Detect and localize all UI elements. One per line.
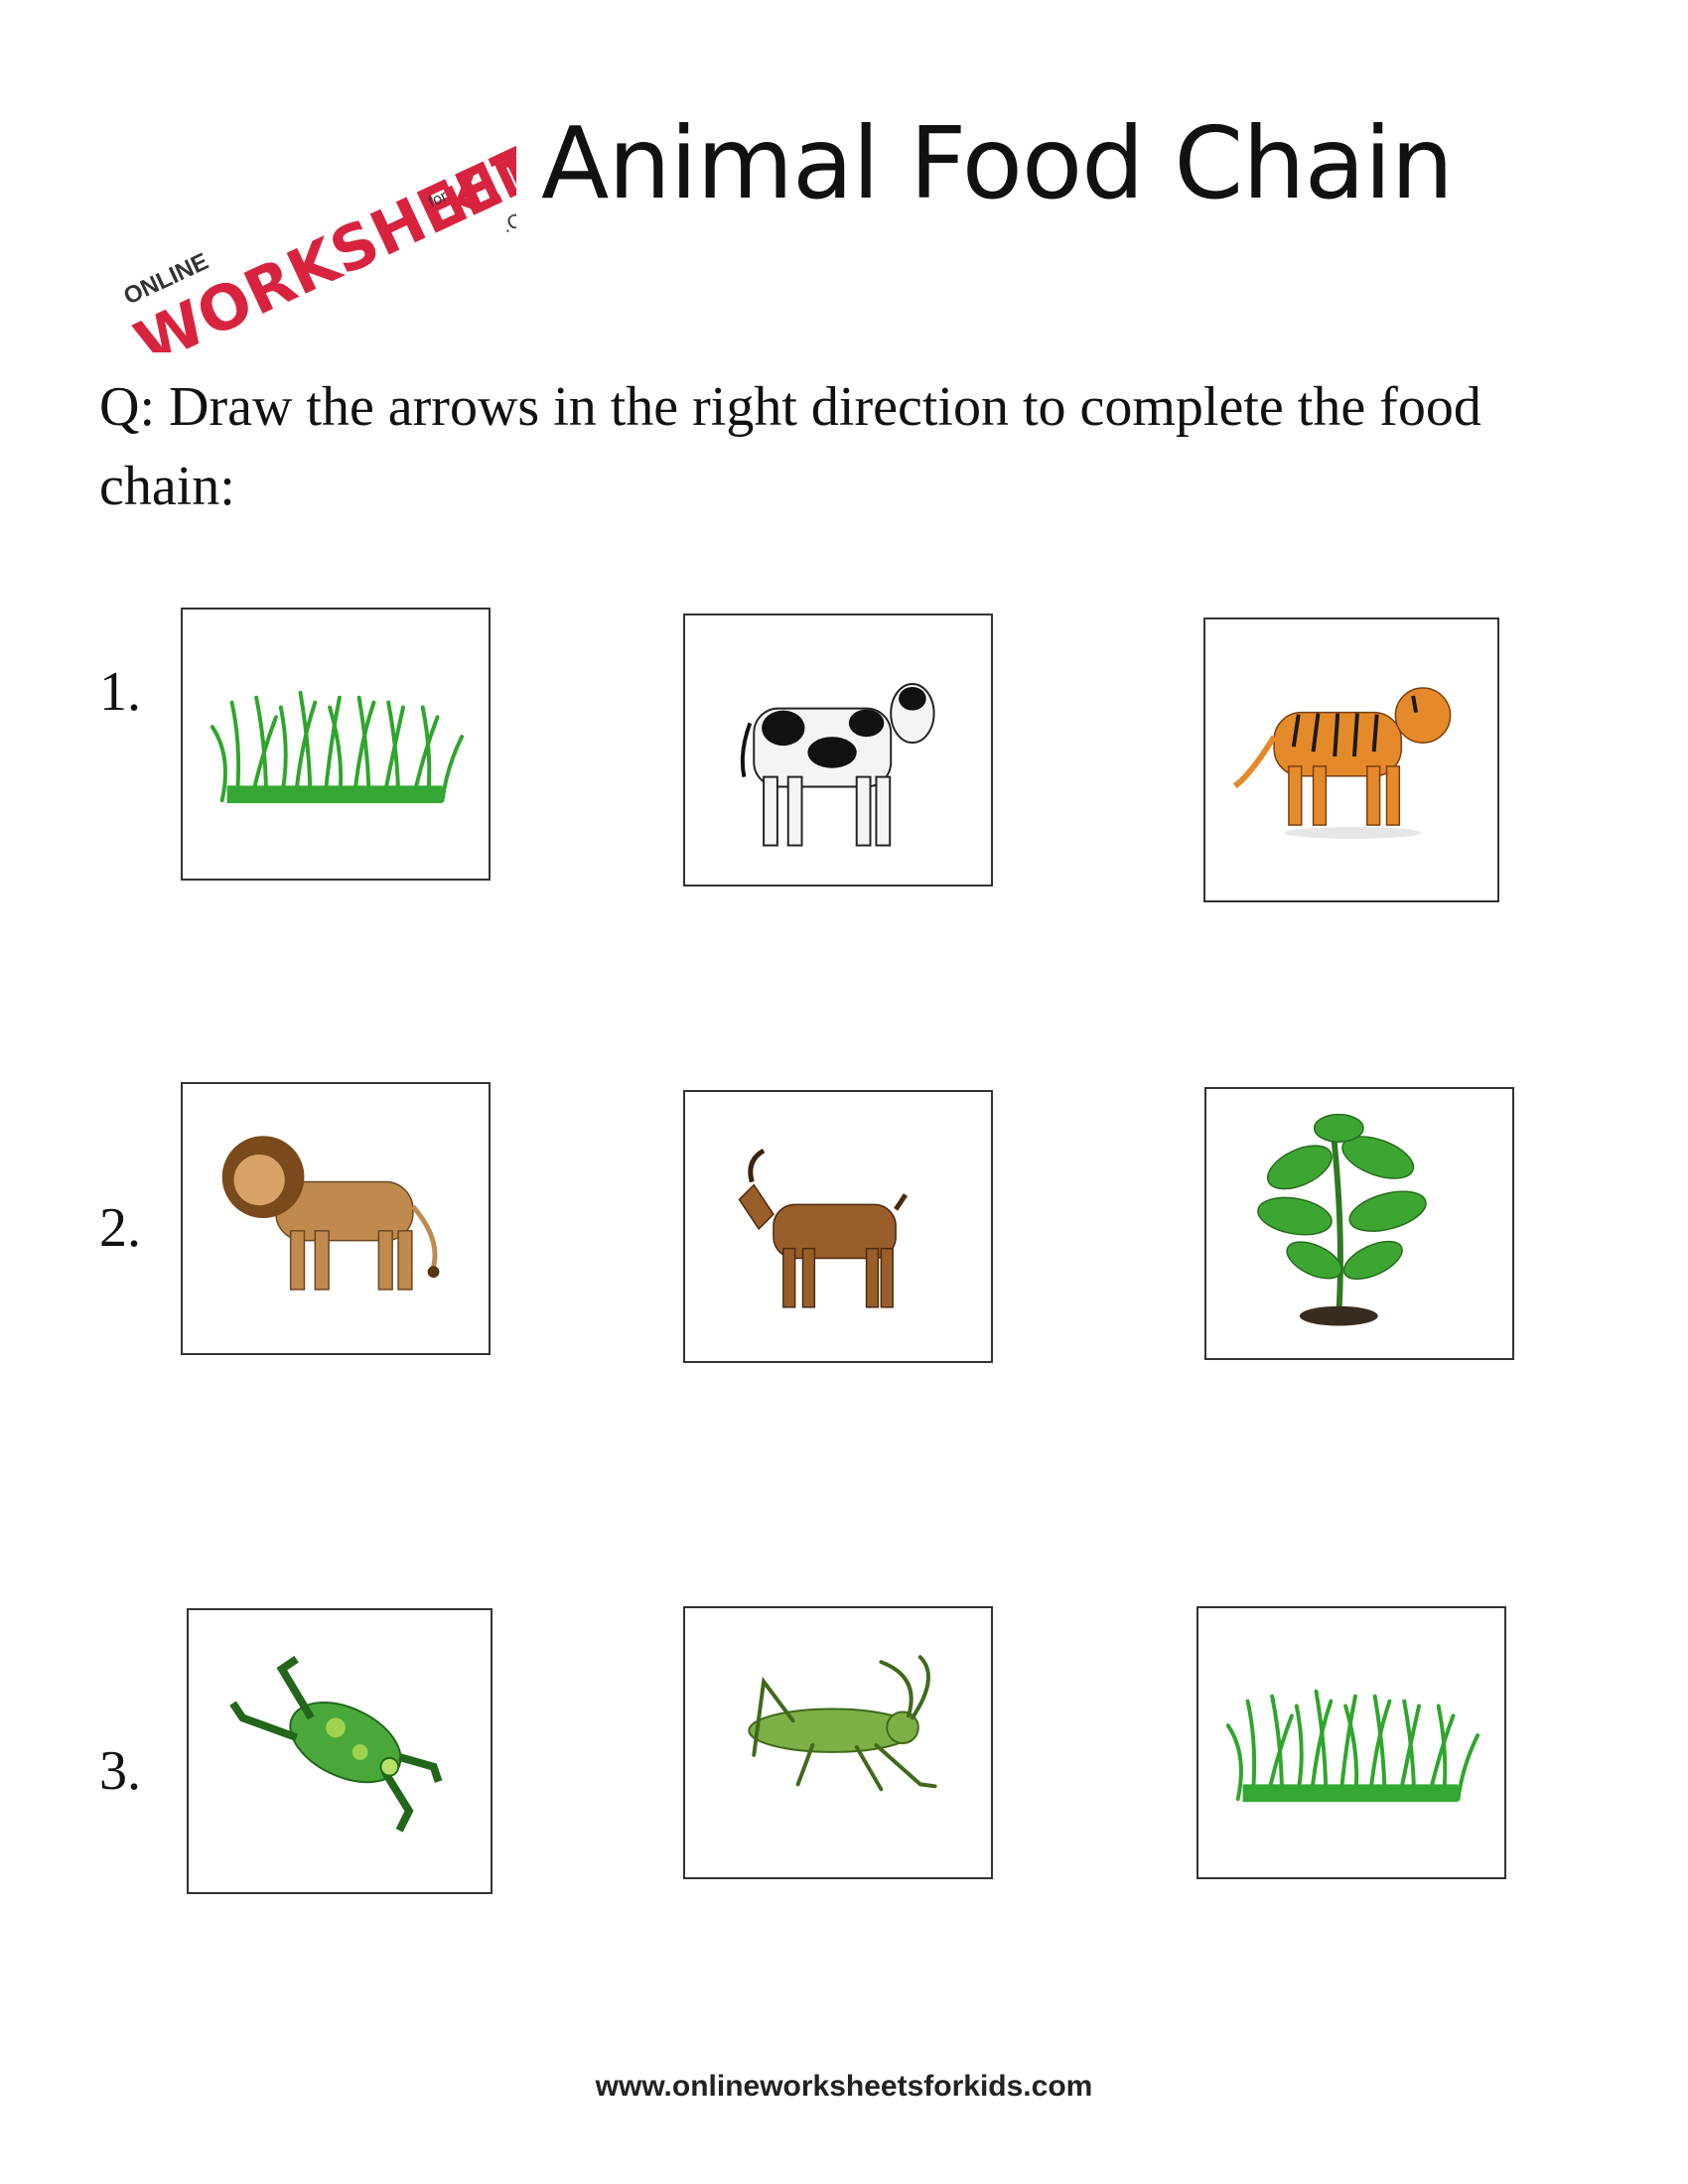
logo-worksheets: WORKSHEETS	[124, 110, 516, 352]
site-logo	[99, 104, 516, 352]
logo-kids: KIDS	[435, 126, 516, 235]
row-1-number: 1.	[99, 661, 141, 723]
cow-icon	[685, 615, 991, 885]
lion-icon	[183, 1084, 489, 1353]
grasshopper-icon	[685, 1608, 991, 1877]
plant-icon	[1206, 1089, 1512, 1358]
logo-com: .COM	[498, 196, 516, 238]
row-3-box-2	[683, 1606, 993, 1879]
question-text: Q: Draw the arrows in the right direction to complete the food chain:	[99, 376, 1481, 517]
grass-icon	[183, 610, 489, 879]
row-1-box-2	[683, 614, 993, 887]
row-2-number: 2.	[99, 1197, 141, 1259]
row-3-box-1	[187, 1608, 492, 1894]
tiger-icon	[1205, 619, 1497, 900]
row-3-box-3	[1196, 1606, 1506, 1879]
row-2-box-1	[181, 1082, 491, 1355]
row-3-number: 3.	[99, 1740, 141, 1802]
grass-icon	[1198, 1608, 1504, 1877]
footer-url: www.onlineworksheetsforkids.com	[595, 2070, 1093, 2103]
row-1-box-3	[1203, 617, 1499, 902]
logo-for: for	[425, 188, 451, 211]
row-2-box-2	[683, 1090, 993, 1363]
logo-online: ONLINE	[119, 247, 213, 311]
row-1-box-1	[181, 608, 491, 881]
frog-icon	[189, 1610, 491, 1892]
row-2-box-3	[1204, 1087, 1514, 1360]
goat-icon	[685, 1092, 991, 1361]
page-title: Animal Food Chain	[541, 105, 1454, 221]
